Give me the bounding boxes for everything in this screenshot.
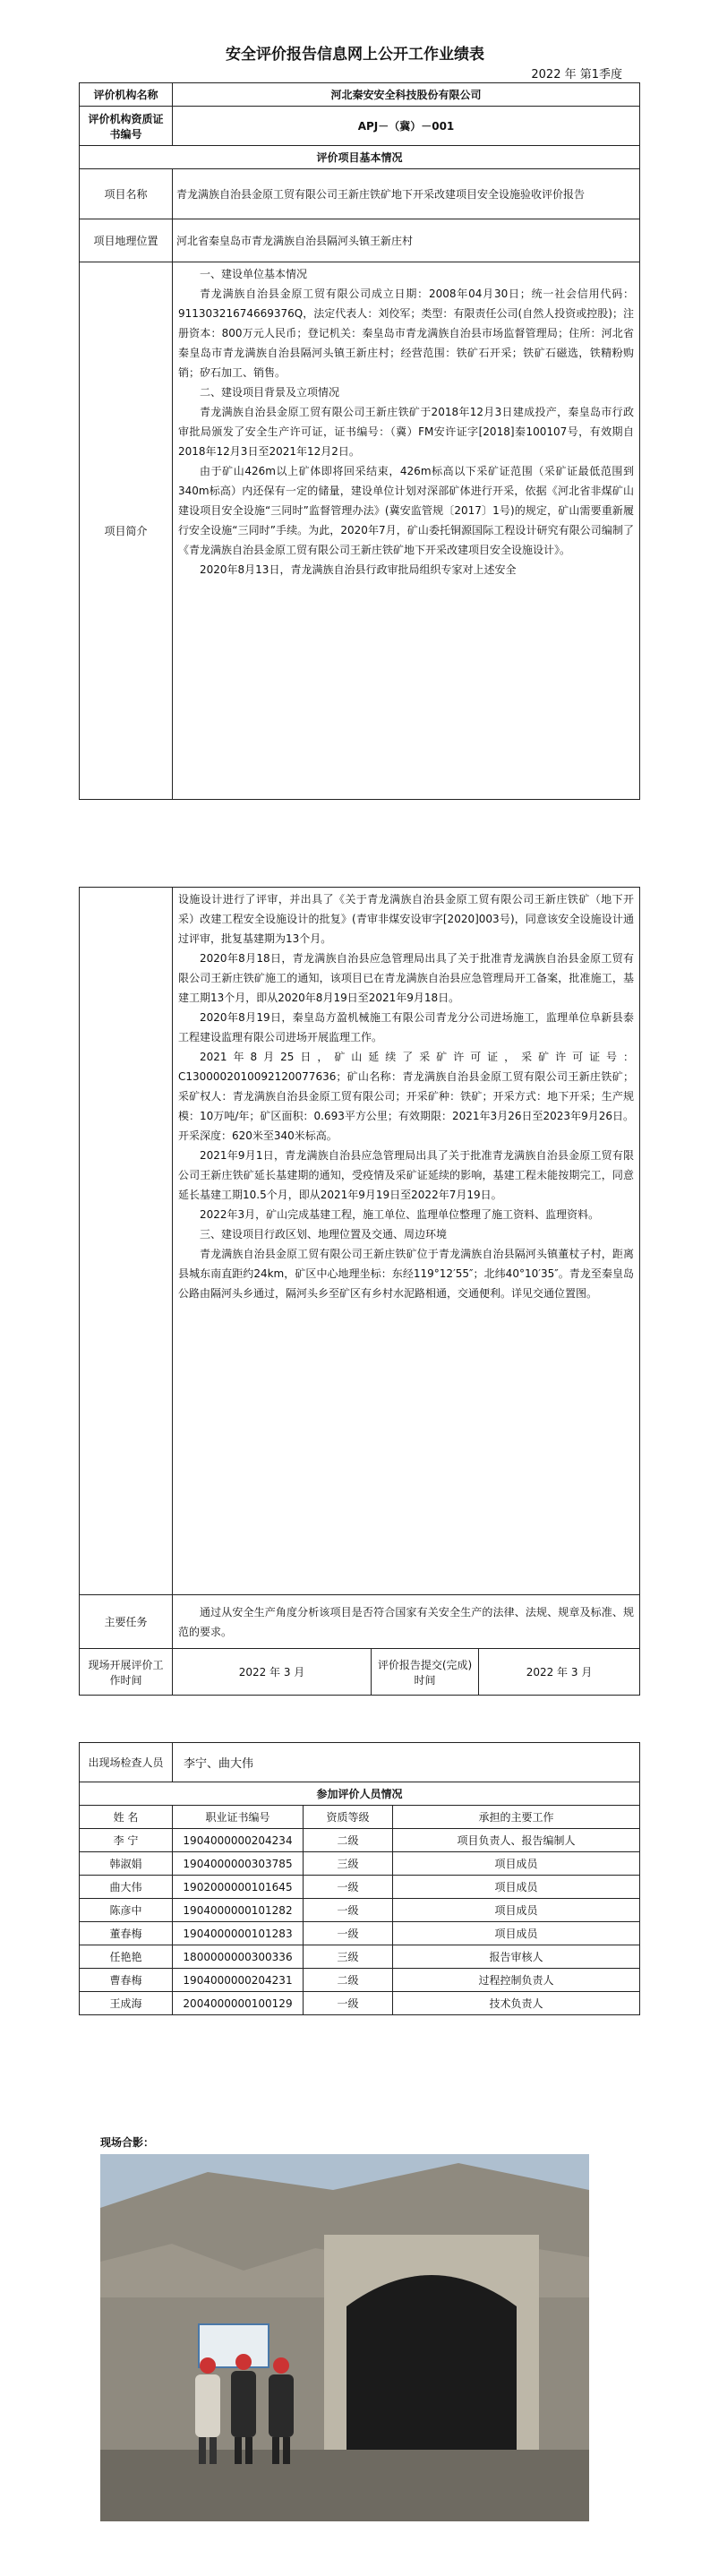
- org-value: 河北秦安安全科技股份有限公司: [173, 83, 640, 107]
- staff-work: 技术负责人: [393, 1992, 640, 2015]
- col-header-cert: 职业证书编号: [173, 1806, 304, 1829]
- page-title: 安全评价报告信息网上公开工作业绩表: [226, 46, 484, 64]
- photo-ground: [100, 2450, 589, 2521]
- staff-level: 三级: [304, 1852, 393, 1876]
- staff-cert: 1800000000300336: [173, 1945, 304, 1969]
- staff-row: [80, 1969, 640, 1992]
- intro-paragraph: 二、建设项目背景及立项情况: [200, 386, 340, 399]
- staff-row: [80, 1876, 640, 1899]
- staff-work: 项目负责人、报告编制人: [393, 1829, 640, 1852]
- staff-name: 曹春梅: [80, 1969, 173, 1992]
- staff-level: 三级: [304, 1945, 393, 1969]
- staff-cert: 1904000000204231: [173, 1969, 304, 1992]
- col-header-work: 承担的主要工作: [393, 1806, 640, 1829]
- person-leg: [245, 2437, 252, 2464]
- staff-level: 二级: [304, 1829, 393, 1852]
- staff-level: 一级: [304, 1922, 393, 1945]
- col-header-name: 姓 名: [80, 1806, 173, 1829]
- person-body: [231, 2371, 256, 2437]
- staff-row: [80, 1992, 640, 2015]
- task-text: 通过从安全生产角度分析该项目是否符合国家有关安全生产的法律、法规、规章及标准、规范的要求。: [178, 1605, 635, 1638]
- person-leg: [283, 2437, 290, 2464]
- task-text-cell: [173, 1595, 640, 1649]
- staff-work: 项目成员: [393, 1876, 640, 1899]
- intro-paragraph: 由于矿山426m以上矿体即将回采结束，426m标高以下采矿证范围（采矿证最低范围到340m标高）内还保有一定的储量，建设单位计划对深部矿体进行开采，依据《河北省非煤矿山建设项目安全设施“三同时”监督管理办法》(冀安监管规〔2017〕1号)的规定，矿山需要重新履行安全设施“三同时”手续。为此，2020年7月，矿山委托铜源国际工程设计研究有限公司编制了《青龙满族自治县金原工贸有限公司王新庄铁矿地下开采改建项目安全设施设计》。: [178, 465, 634, 556]
- project-name: 青龙满族自治县金原工贸有限公司王新庄铁矿地下开采改建项目安全设施验收评价报告: [173, 169, 640, 219]
- col-header-level: 资质等级: [304, 1806, 393, 1829]
- project-location-label: 项目地理位置: [80, 219, 173, 262]
- site-photo-illustration: [100, 2154, 589, 2521]
- section-basic: 评价项目基本情况: [80, 146, 640, 169]
- intro-paragraph: 青龙满族自治县金原工贸有限公司王新庄铁矿于2018年12月3日建成投产，秦皇岛市行政审批局颁发了安全生产许可证，证书编号：（冀）FM安许证字[2018]秦100107号，有效期自2018年12月3日至2021年12月2日。: [178, 406, 634, 458]
- staff-work: 项目成员: [393, 1899, 640, 1922]
- report-period: 2022 年 第1季度: [531, 68, 622, 82]
- info-table-1: [79, 82, 640, 800]
- staff-cert: 1904000000204234: [173, 1829, 304, 1852]
- inspectors: 李宁、曲大伟: [173, 1743, 640, 1782]
- section-staff: 参加评价人员情况: [80, 1782, 640, 1806]
- project-location: 河北省秦皇岛市青龙满族自治县隔河头镇王新庄村: [173, 219, 640, 262]
- staff-work: 过程控制负责人: [393, 1969, 640, 1992]
- submit-time: 2022 年 3 月: [479, 1649, 640, 1696]
- staff-row: [80, 1945, 640, 1969]
- staff-name: 董春梅: [80, 1922, 173, 1945]
- cert-label: 评价机构资质证书编号: [80, 107, 173, 146]
- staff-cert: 1904000000101283: [173, 1922, 304, 1945]
- intro-paragraph: 2022年3月，矿山完成基建工程，施工单位、监理单位整理了施工资料、监理资料。: [200, 1208, 600, 1221]
- inspectors-label: 出现场检查人员: [80, 1743, 173, 1782]
- person-leg: [235, 2437, 242, 2464]
- staff-level: 一级: [304, 1899, 393, 1922]
- staff-name: 韩淑娟: [80, 1852, 173, 1876]
- photo-tunnel-entrance: [346, 2275, 517, 2468]
- staff-table: [79, 1742, 640, 2015]
- photo-title: 现场合影：: [100, 2136, 155, 2149]
- cert-value: APJ－（冀）－001: [173, 107, 640, 146]
- site-time: 2022 年 3 月: [173, 1649, 372, 1696]
- intro-paragraph: 2020年8月19日，秦皇岛方盈机械施工有限公司青龙分公司进场施工，监理单位阜新县泰工程建设监理有限公司进场开展监理工作。: [178, 1011, 635, 1043]
- org-label: 评价机构名称: [80, 83, 173, 107]
- project-name-label: 项目名称: [80, 169, 173, 219]
- staff-row: [80, 1852, 640, 1876]
- person-leg: [272, 2437, 279, 2464]
- site-group-photo: [100, 2154, 589, 2521]
- staff-level: 二级: [304, 1969, 393, 1992]
- intro-paragraph: 2021年8月25日，矿山延续了采矿许可证，采矿许可证号：C1300002010092120077636；矿山名称：青龙满族自治县金原工贸有限公司王新庄铁矿；采矿权人：青龙满族自治县金原工贸有限公司；开采矿种：铁矿；开采方式：地下开采；生产规模：10万吨/年；矿区面积：0.693平方公里；有效期限：2021年3月26日至2023年9月26日。开采深度：620米至340米标高。: [178, 1051, 635, 1142]
- intro-label: 项目简介: [80, 262, 173, 800]
- hardhat-icon: [235, 2354, 252, 2370]
- intro-paragraph: 2020年8月18日，青龙满族自治县应急管理局出具了关于批准青龙满族自治县金原工贸有限公司王新庄铁矿施工的通知，该项目已在青龙满族自治县应急管理局开工备案，批准施工，基建工期13个月，即从2020年8月19日至2021年9月18日。: [178, 952, 635, 1004]
- intro-paragraph: 2020年8月13日，青龙满族自治县行政审批局组织专家对上述安全: [200, 563, 517, 576]
- hardhat-icon: [200, 2357, 216, 2374]
- staff-level: 一级: [304, 1992, 393, 2015]
- staff-name: 曲大伟: [80, 1876, 173, 1899]
- intro-paragraph: 三、建设项目行政区划、地理位置及交通、周边环境: [200, 1228, 448, 1241]
- staff-header-row: [80, 1806, 640, 1829]
- intro-paragraph: 一、建设单位基本情况: [200, 268, 308, 280]
- staff-row: [80, 1829, 640, 1852]
- intro-text-part1: [173, 262, 640, 800]
- staff-cert: 1904000000101282: [173, 1899, 304, 1922]
- staff-row: [80, 1922, 640, 1945]
- staff-work: 项目成员: [393, 1852, 640, 1876]
- staff-name: 任艳艳: [80, 1945, 173, 1969]
- staff-work: 项目成员: [393, 1922, 640, 1945]
- submit-time-label: 评价报告提交(完成)时间: [372, 1649, 479, 1696]
- intro-paragraph: 青龙满族自治县金原工贸有限公司王新庄铁矿位于青龙满族自治县隔河头镇董杖子村，距离县城东南直距约24km，矿区中心地理坐标：东经119°12′55″；北纬40°10′35″。青龙至秦皇岛公路由隔河头乡通过，隔河头乡至矿区有乡村水泥路相通，交通便利。详见交通位置图。: [178, 1248, 635, 1300]
- intro-label-continued: [80, 888, 173, 1595]
- staff-cert: 1902000000101645: [173, 1876, 304, 1899]
- staff-cert: 2004000000100129: [173, 1992, 304, 2015]
- person-body: [269, 2374, 294, 2437]
- intro-text-part2: [173, 888, 640, 1595]
- person-leg: [210, 2437, 217, 2464]
- staff-cert: 1904000000303785: [173, 1852, 304, 1876]
- info-table-2: [79, 887, 640, 1696]
- staff-level: 一级: [304, 1876, 393, 1899]
- staff-work: 报告审核人: [393, 1945, 640, 1969]
- intro-paragraph: 2021年9月1日，青龙满族自治县应急管理局出具了关于批准青龙满族自治县金原工贸有限公司王新庄铁矿延长基建期的通知，受疫情及采矿证延续的影响，基建工程未能按期完工，同意延长基建工期10.5个月，即从2021年9月19日至2022年7月19日。: [178, 1149, 635, 1201]
- intro-paragraph: 青龙满族自治县金原工贸有限公司成立日期：2008年04月30日；统一社会信用代码：91130321674669376Q，法定代表人：刘佼军；类型：有限责任公司(自然人投资或控股)；注册资本：800万元人民币；登记机关：秦皇岛市青龙满族自治县市场监督管理局；住所：河北省秦皇岛市青龙满族自治县隔河头镇王新庄村；经营范围：铁矿石开采；铁矿石磁选，铁精粉购销；矽石加工、销售。: [178, 288, 634, 379]
- staff-name: 李 宁: [80, 1829, 173, 1852]
- hardhat-icon: [273, 2357, 289, 2374]
- person-body: [195, 2374, 220, 2437]
- site-time-label: 现场开展评价工作时间: [80, 1649, 173, 1696]
- person-leg: [199, 2437, 206, 2464]
- staff-row: [80, 1899, 640, 1922]
- staff-name: 王成海: [80, 1992, 173, 2015]
- staff-name: 陈彦中: [80, 1899, 173, 1922]
- task-label: 主要任务: [80, 1595, 173, 1649]
- intro-paragraph: 设施设计进行了评审，并出具了《关于青龙满族自治县金原工贸有限公司王新庄铁矿（地下开采）改建工程安全设施设计的批复》(青审非煤安设审字[2020]003号)，同意该安全设施设计通过评审，批复基建期为13个月。: [178, 893, 635, 945]
